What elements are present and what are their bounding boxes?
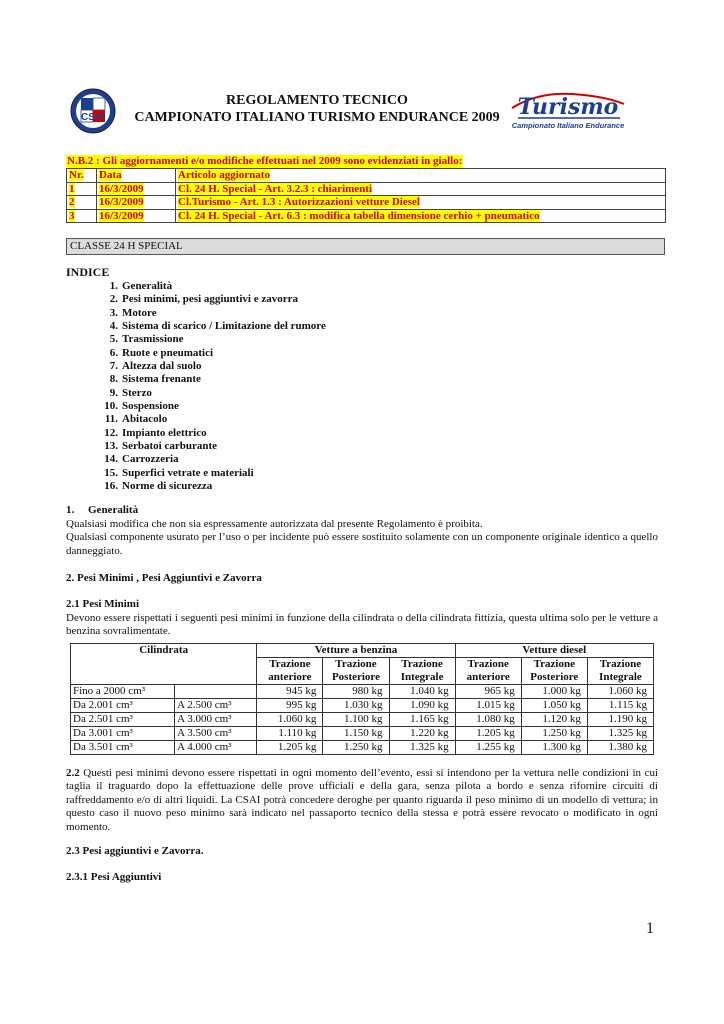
list-item: 15. Superfici vetrate e materiali bbox=[104, 466, 254, 479]
table-row: Da 3.501 cm³ A 4.000 cm³ 1.205 kg 1.250 kg 1.325 kg 1.255 kg 1.300 kg 1.380 kg bbox=[71, 741, 654, 755]
sub-header: Trazione Integrale bbox=[389, 658, 455, 685]
header-titles bbox=[124, 92, 510, 126]
group-diesel: Vetture diesel bbox=[455, 644, 653, 658]
document-title-line2: CAMPIONATO ITALIANO TURISMO ENDURANCE 2009 bbox=[134, 110, 500, 125]
minimum-weights-table bbox=[70, 643, 654, 755]
table-row: 3 16/3/2009 Cl. 24 H. Special - Art. 6.3 : modifica tabella dimensione cerhio + pneumatico bbox=[67, 209, 666, 223]
table-row: 2 16/3/2009 Cl.Turismo - Art. 1.3 : Autorizzazioni vetture Diesel bbox=[67, 196, 666, 210]
group-benzina: Vetture a benzina bbox=[257, 644, 455, 658]
section-2-1-text: Devono essere rispettati i seguenti pesi minimi in funzione della cilindrata o della cilindrata fittizia, questa ultima solo per le vetture a benzina sovralimentate. bbox=[66, 612, 658, 638]
sub-header: Trazione Integrale bbox=[587, 658, 653, 685]
list-item: 16. Norme di sicurezza bbox=[104, 480, 213, 493]
turismo-logo-icon bbox=[508, 86, 628, 134]
table-row: 1 16/3/2009 Cl. 24 H. Special - Art. 3.2.3 : chiarimenti bbox=[67, 182, 666, 196]
updates-note-title: N.B.2 : Gli aggiornamenti e/o modifiche effettuati nel 2009 sono evidenziati in giallo: bbox=[67, 155, 463, 167]
list-item: 3. Motore bbox=[109, 306, 157, 319]
section-2-2-body: Questi pesi minimi devono essere rispettati in ogni momento dell’evento, essi si intendono per la vettura nelle condizioni in cui taglia il traguardo dopo la effettuazione delle prove ufficiali e della gara, senza pilota a bordo e senza rifornire circuiti di raffreddamento e/o di altri liquidi. La CSAI potrà concedere deroghe per quanto riguarda il peso minimo di un modello di vettura; in questo caso il nuovo peso minimo sarà indicato nel passaporto tecnico della stessa e potrà essere revocato o modificato in ogni momento. bbox=[66, 767, 658, 833]
list-item: 6. Ruote e pneumatici bbox=[109, 346, 214, 359]
index-list bbox=[96, 280, 326, 494]
sub-header: Trazione anteriore bbox=[257, 658, 323, 685]
document-header bbox=[66, 84, 660, 140]
list-item: 4. Sistema di scarico / Limitazione del rumore bbox=[109, 320, 326, 333]
section-1-heading: 1. Generalità bbox=[66, 504, 139, 516]
table-row: Fino a 2000 cm³ 945 kg 980 kg 1.040 kg 965 kg 1.000 kg 1.060 kg bbox=[71, 685, 654, 699]
list-item: 11. Abitacolo bbox=[104, 413, 168, 426]
list-item: 13. Serbatoi carburante bbox=[104, 440, 218, 453]
sub-header: Trazione Posteriore bbox=[323, 658, 389, 685]
list-item: 2. Pesi minimi, pesi aggiuntivi e zavorra bbox=[109, 293, 298, 306]
updates-col-articolo: Articolo aggiornato bbox=[178, 169, 270, 182]
section-1-paragraph-1: Qualsiasi modifica che non sia espressamente autorizzata dal presente Regolamento è proibita. bbox=[66, 518, 483, 530]
col-cilindrata: Cilindrata bbox=[71, 644, 257, 685]
table-header-row bbox=[71, 644, 654, 658]
csai-logo-text: CSAI bbox=[81, 112, 105, 123]
turismo-logo-caption: Campionato Italiano Endurance bbox=[511, 121, 625, 130]
list-item: 5. Trasmissione bbox=[109, 333, 184, 346]
turismo-logo-script: Turismo bbox=[517, 94, 619, 120]
section-2-2-label: 2.2 bbox=[66, 767, 80, 779]
list-item: 14. Carrozzeria bbox=[104, 453, 179, 466]
list-item: 7. Altezza dal suolo bbox=[109, 360, 202, 373]
table-row: Da 2.501 cm³ A 3.000 cm³ 1.060 kg 1.100 kg 1.165 kg 1.080 kg 1.120 kg 1.190 kg bbox=[71, 713, 654, 727]
section-2-heading: 2. Pesi Minimi , Pesi Aggiuntivi e Zavorra bbox=[66, 572, 262, 584]
section-2-1-heading: 2.1 Pesi Minimi bbox=[66, 598, 140, 610]
updates-table-header bbox=[67, 169, 666, 183]
list-item: 8. Sistema frenante bbox=[109, 373, 201, 386]
table-row: Da 2.001 cm³ A 2.500 cm³ 995 kg 1.030 kg 1.090 kg 1.015 kg 1.050 kg 1.115 kg bbox=[71, 699, 654, 713]
section-2-3-heading: 2.3 Pesi aggiuntivi e Zavorra. bbox=[66, 845, 204, 857]
list-item: 1. Generalità bbox=[109, 280, 173, 292]
table-row: Da 3.001 cm³ A 3.500 cm³ 1.110 kg 1.150 kg 1.220 kg 1.205 kg 1.250 kg 1.325 kg bbox=[71, 727, 654, 741]
list-item: 12. Impianto elettrico bbox=[104, 426, 207, 439]
section-2-3-1-heading: 2.3.1 Pesi Aggiuntivi bbox=[66, 871, 162, 883]
page-number: 1 bbox=[646, 920, 654, 937]
index-title: INDICE bbox=[66, 265, 110, 279]
class-section-box: CLASSE 24 H SPECIAL bbox=[66, 238, 665, 255]
list-item: 9. Sterzo bbox=[109, 386, 152, 399]
updates-col-data: Data bbox=[99, 169, 122, 182]
section-1-paragraph-2: Qualsiasi componente usurato per l’uso o per incidente può essere sostituito solamente con un componente originale identico a quello danneggiato. bbox=[66, 531, 658, 557]
csai-logo-icon bbox=[70, 88, 116, 134]
updates-table bbox=[66, 168, 666, 223]
section-2-2-text bbox=[66, 767, 658, 834]
list-item: 10. Sospensione bbox=[104, 400, 179, 413]
document-title-line1: REGOLAMENTO TECNICO bbox=[226, 93, 408, 108]
updates-note bbox=[66, 155, 666, 223]
updates-col-nr: Nr. bbox=[69, 169, 84, 182]
sub-header: Trazione Posteriore bbox=[521, 658, 587, 685]
sub-header: Trazione anteriore bbox=[455, 658, 521, 685]
section-1-text bbox=[66, 518, 658, 558]
